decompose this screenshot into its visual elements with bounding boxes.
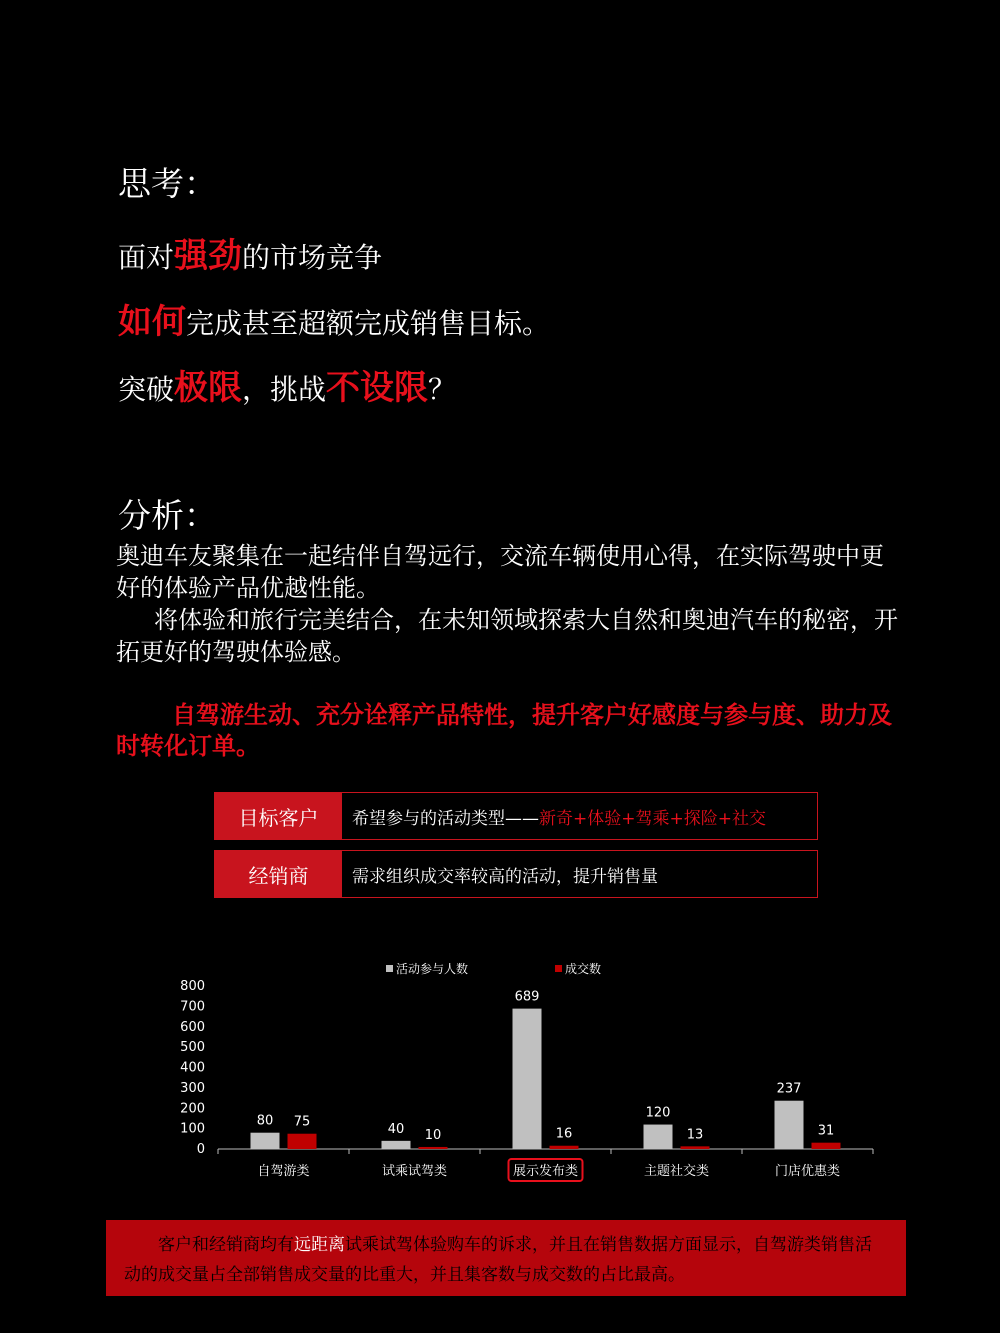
summary-pre: 客户和经销商均有 bbox=[158, 1235, 294, 1255]
category-label: 主题社交类 bbox=[643, 1164, 710, 1179]
think-line-2 bbox=[118, 294, 550, 343]
think-line-3 bbox=[118, 360, 456, 409]
line3-highlight-1: 极限 bbox=[174, 368, 243, 408]
summary-post: 试乘试驾体验购车的诉求，并且在销售数据方面显示，自驾游类销售活动的成交量占全部销售成交量的比重大，并且集客数与成交数的占比最高。 bbox=[124, 1235, 872, 1285]
line1-highlight: 强劲 bbox=[174, 236, 243, 276]
y-tick-label: 300 bbox=[180, 1080, 205, 1096]
category-label: 试乘试驾类 bbox=[381, 1164, 448, 1179]
category-label: 展示发布类 bbox=[512, 1164, 579, 1179]
y-tick-label: 500 bbox=[180, 1040, 205, 1056]
bar-participants bbox=[644, 1125, 673, 1149]
data-label: 689 bbox=[514, 989, 540, 1005]
bar-deals bbox=[812, 1143, 841, 1149]
analysis-paragraph-1: 奥迪车友聚集在一起结伴自驾远行，交流车辆使用心得，在实际驾驶中更好的体验产品优越性能。 bbox=[116, 542, 884, 602]
y-tick-label: 0 bbox=[196, 1142, 205, 1157]
y-tick-label: 800 bbox=[180, 979, 205, 994]
bar-participants bbox=[251, 1133, 280, 1149]
legend-label: 活动参与人数 bbox=[396, 962, 469, 976]
line1-pre: 面对 bbox=[118, 241, 175, 274]
category-label: 自驾游类 bbox=[257, 1164, 310, 1179]
bar-deals bbox=[550, 1146, 579, 1149]
category-label: 门店优惠类 bbox=[774, 1164, 841, 1179]
data-label: 13 bbox=[686, 1127, 704, 1143]
data-label: 237 bbox=[776, 1081, 802, 1097]
data-label: 31 bbox=[817, 1123, 835, 1139]
legend-swatch bbox=[555, 965, 562, 972]
row-description bbox=[342, 793, 766, 839]
y-tick-label: 600 bbox=[180, 1019, 205, 1035]
y-tick-label: 700 bbox=[180, 999, 205, 1015]
line3-mid: ，挑战 bbox=[242, 373, 327, 406]
line3-post: ？ bbox=[428, 373, 457, 406]
data-label: 75 bbox=[293, 1114, 311, 1130]
line1-post: 的市场竞争 bbox=[242, 241, 383, 274]
think-line-1 bbox=[118, 228, 382, 277]
analysis-heading: 分析： bbox=[118, 496, 217, 535]
data-label: 16 bbox=[555, 1126, 573, 1142]
bar-participants bbox=[775, 1101, 804, 1149]
analysis-slogan: 自驾游生动、充分诠释产品特性，提升客户好感度与参与度、助力及时转化订单。 bbox=[116, 701, 892, 760]
row-desc-text: 需求组织成交率较高的活动，提升销售量 bbox=[352, 866, 658, 887]
legend-label: 成交数 bbox=[565, 962, 602, 976]
think-heading: 思考： bbox=[118, 164, 217, 203]
y-tick-label: 400 bbox=[180, 1060, 205, 1076]
table-row-dealer bbox=[214, 850, 818, 898]
bar-deals bbox=[288, 1134, 317, 1149]
line3-highlight-2: 不设限 bbox=[326, 368, 429, 408]
bar-participants bbox=[382, 1141, 411, 1149]
bar-participants bbox=[513, 1009, 542, 1149]
y-tick-label: 200 bbox=[180, 1101, 205, 1117]
data-label: 10 bbox=[424, 1127, 442, 1143]
analysis-paragraph-2: 将体验和旅行完美结合，在未知领域探索大自然和奥迪汽车的秘密，开拓更好的驾驶体验感。 bbox=[116, 606, 898, 666]
row-desc-highlight: 新奇+体验+驾乘+探险+社交 bbox=[539, 808, 766, 829]
row-description bbox=[342, 851, 658, 897]
line3-pre: 突破 bbox=[118, 373, 175, 406]
legend-swatch bbox=[386, 965, 393, 972]
row-desc-text: 希望参与的活动类型—— bbox=[352, 808, 539, 829]
summary-highlight: 远距离 bbox=[294, 1235, 345, 1255]
summary-box bbox=[106, 1220, 906, 1296]
y-tick-label: 100 bbox=[180, 1121, 205, 1137]
table-row-target-customer bbox=[214, 792, 818, 840]
data-label: 80 bbox=[256, 1113, 274, 1129]
bar-deals bbox=[419, 1147, 448, 1149]
bar-deals bbox=[681, 1146, 710, 1149]
line2-highlight: 如何 bbox=[118, 302, 186, 342]
data-label: 120 bbox=[645, 1105, 671, 1121]
line2-post: 完成甚至超额完成销售目标。 bbox=[186, 307, 551, 340]
row-label: 目标客户 bbox=[215, 793, 342, 839]
bar-chart bbox=[0, 950, 1000, 1190]
row-label: 经销商 bbox=[215, 851, 342, 897]
data-label: 40 bbox=[387, 1121, 405, 1137]
